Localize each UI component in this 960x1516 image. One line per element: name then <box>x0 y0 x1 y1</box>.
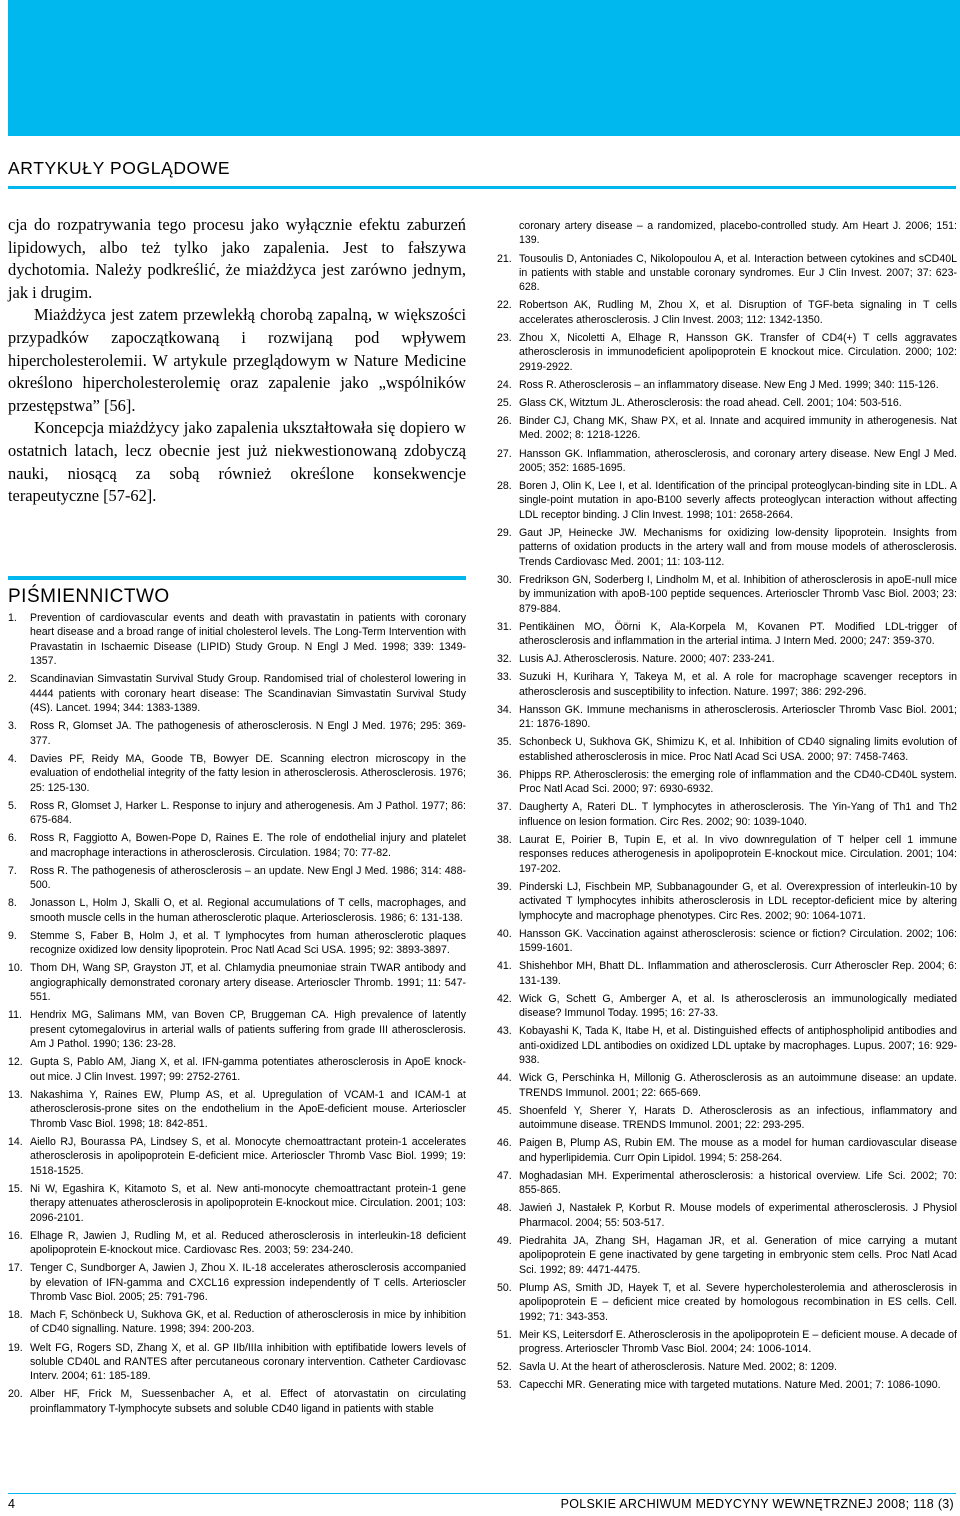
reference-text: Thom DH, Wang SP, Grayston JT, et al. Chlamydia pneumoniae strain TWAR antibody and angiographically demonstrated coronary artery disease. Arterioscler Thromb. 1991; 11: 547-551. <box>30 962 466 1004</box>
reference-number: 29. <box>497 526 512 539</box>
reference-number: 42. <box>497 992 512 1005</box>
reference-number: 4. <box>8 752 17 765</box>
reference-item <box>8 1341 466 1384</box>
reference-item <box>497 620 957 649</box>
reference-number: 27. <box>497 447 512 460</box>
reference-number: 22. <box>497 299 512 312</box>
reference-text: Lusis AJ. Atherosclerosis. Nature. 2000; 407: 233-241. <box>519 653 775 666</box>
reference-number: 49. <box>497 1234 512 1247</box>
reference-text: Glass CK, Witztum JL. Atherosclerosis: the road ahead. Cell. 2001; 104: 503-516. <box>519 396 902 409</box>
reference-item <box>497 833 957 876</box>
reference-number: 19. <box>8 1341 23 1354</box>
reference-number: 18. <box>8 1309 23 1322</box>
reference-item <box>497 298 957 327</box>
reference-text: Tenger C, Sundborger A, Jawien J, Zhou X. IL-18 accelerates atherosclerosis accompanied by elevation of IFN-gamma and CXCL16 expression independently of T cells. Arterioscler Thromb Vasc Biol. 2005; 25: 791-796. <box>30 1262 466 1303</box>
references-rule <box>8 576 466 580</box>
header-rule <box>8 186 956 189</box>
reference-text: Zhou X, Nicoletti A, Elhage R, Hansson GK. Transfer of CD4(+) T cells aggravates atherosclerosis in immunodeficient apolipoprotein E knockout mice. Circulation. 2000; 102: 2919-2922. <box>519 331 957 373</box>
reference-text: Jawień J, Nastałek P, Korbut R. Mouse models of experimental atherosclerosis. J Physiol Pharmacol. 2004; 55: 503-517. <box>519 1202 957 1229</box>
reference-number: 45. <box>497 1104 512 1117</box>
reference-item <box>497 1136 957 1165</box>
reference-item <box>8 752 466 795</box>
reference-number: 52. <box>497 1361 512 1374</box>
body-paragraph: Koncepcja miażdżycy jako zapalenia ukształtowała się dopiero w ostatnich latach, lecz obecnie jest już niekwestionowaną zdobyczą nauki, niosącą za sobą również określone konsekwencje terapeutyczne [57-62]. <box>8 418 466 506</box>
reference-item <box>497 1360 957 1374</box>
reference-item <box>497 1071 957 1100</box>
reference-number: 51. <box>497 1328 512 1341</box>
reference-number: 25. <box>497 396 512 409</box>
reference-item <box>8 611 466 669</box>
reference-text: Plump AS, Smith JD, Hayek T, et al. Severe hypercholesterolemia and atherosclerosis in apolipoprotein E – deficient mice created by homologous recombination in ES cells. Cell. 1992; 71: 343-353. <box>519 1281 957 1323</box>
reference-text: Shishehbor MH, Bhatt DL. Inflammation and atherosclerosis. Curr Atheroscler Rep. 2004; 6: 131-139. <box>519 960 957 987</box>
reference-item <box>8 961 466 1004</box>
reference-number: 12. <box>8 1056 23 1069</box>
reference-text: Hansson GK. Inflammation, atherosclerosis, and coronary artery disease. New Engl J Med. 2005; 352: 1685-1695. <box>519 447 957 474</box>
footer-rule <box>8 1493 956 1494</box>
reference-number: 2. <box>8 673 17 686</box>
reference-item <box>8 1088 466 1131</box>
reference-number: 3. <box>8 720 17 733</box>
references-heading-block <box>8 576 466 610</box>
reference-text: Boren J, Olin K, Lee I, et al. Identification of the principal proteoglycan-binding site in LDL. A single-point mutation in apo-B100 severly affects proteoglycan interaction without affecting LDL receptor binding. J Clin Invest. 1998; 101: 2658-2664. <box>519 480 957 521</box>
reference-item <box>497 959 957 988</box>
reference-text: Alber HF, Frick M, Suessenbacher A, et al. Effect of atorvastatin on circulating proinflammatory T-lymphocyte subsets and soluble CD40 ligand in patients with stable <box>30 1388 466 1415</box>
reference-text: Binder CJ, Chang MK, Shaw PX, et al. Innate and acquired immunity in atherogenesis. Nat Med. 2002; 8: 1218-1226. <box>519 415 957 442</box>
reference-item <box>497 331 957 374</box>
reference-text: Fredrikson GN, Soderberg I, Lindholm M, et al. Inhibition of atherosclerosis in apoE-null mice by immunization with apoB-100 peptide sequences. Arterioscler Thromb Vasc Biol. 2003; 23: 879-884. <box>519 573 957 615</box>
reference-text: Gupta S, Pablo AM, Jiang X, et al. IFN-gamma potentiates atherosclerosis in ApoE knock-out mice. J Clin Invest. 1997; 99: 2752-2761. <box>30 1056 466 1083</box>
reference-text: Savla U. At the heart of atherosclerosis. Nature Med. 2002; 8: 1209. <box>519 1361 837 1374</box>
reference-item <box>497 735 957 764</box>
reference-number: 44. <box>497 1072 512 1085</box>
reference-item <box>497 252 957 295</box>
reference-number: 30. <box>497 573 512 586</box>
reference-continuation: coronary artery disease – a randomized, placebo-controlled study. Am Heart J. 2006; 151: 139. <box>519 220 957 247</box>
reference-text: Phipps RP. Atherosclerosis: the emerging role of inflammation and the CD40-CD40L system. Proc Natl Acad Sci. 2000; 97: 6930-6932. <box>519 768 957 796</box>
body-paragraph: cja do rozpatrywania tego procesu jako wyłącznie efektu zaburzeń lipidowych, albo też tylko jako zapalenia. Jest to fałszywa dychotomia. Należy podkreślić, że miażdżyca jest zarówno jednym, jak i drugim. <box>8 215 466 302</box>
reference-number: 39. <box>497 880 512 893</box>
reference-number: 38. <box>497 833 512 846</box>
reference-text: Pinderski LJ, Fischbein MP, Subbanagounder G, et al. Overexpression of interleukin-10 by activated T lymphocytes inhibits atherosclerosis in LDL receptor-deficient mice by altering lymphocyte and macrophage phenotypes. Circ Res. 2002; 90: 1064-1071. <box>519 880 957 922</box>
reference-item <box>497 396 957 410</box>
reference-item <box>497 768 957 797</box>
reference-number: 36. <box>497 768 512 781</box>
reference-number: 46. <box>497 1137 512 1150</box>
reference-text: Jonasson L, Holm J, Skalli O, et al. Regional accumulations of T cells, macrophages, and smooth muscle cells in the human atherosclerotic plaque. Arteriosclerosis. 1986; 6: 131-138. <box>30 897 466 924</box>
reference-text: Hendrix MG, Salimans MM, van Boven CP, Bruggeman CA. High prevalence of latently present cytomegalovirus in arterial walls of patients suffering from grade III atherosclerosis. Am J Pathol. 1990; 136: 23-28. <box>30 1009 466 1051</box>
reference-item <box>8 1308 466 1337</box>
reference-text: Robertson AK, Rudling M, Zhou X, et al. Disruption of TGF-beta signaling in T cells accelerates atherosclerosis. J Clin Invest. 2003; 112: 1342-1350. <box>519 299 957 326</box>
reference-text: Moghadasian MH. Experimental atherosclerosis: a historical overview. Life Sci. 2002; 70: 855-865. <box>519 1169 957 1197</box>
page-number: 4 <box>8 1497 15 1511</box>
reference-item <box>8 831 466 860</box>
reference-item <box>497 1378 957 1392</box>
reference-text: Laurat E, Poirier B, Tupin E, et al. In vivo downregulation of T helper cell 1 immune responses reduces atherogenesis in apolipoprotein E-knockout mice. Circulation. 2001; 104: 197-202. <box>519 833 957 875</box>
reference-number: 5. <box>8 799 17 812</box>
reference-text: Daugherty A, Rateri DL. T lymphocytes in atherosclerosis. The Yin-Yang of Th1 and Th2 influence on lesion formation. Circ Res. 2002; 90: 1039-1040. <box>519 801 957 828</box>
reference-text: Ross R. The pathogenesis of atherosclerosis – an update. New Engl J Med. 1986; 314: 488-500. <box>30 864 466 892</box>
reference-item <box>8 799 466 828</box>
reference-item <box>8 1135 466 1178</box>
journal-title: POLSKIE ARCHIWUM MEDYCYNY WEWNĘTRZNEJ 2008; 118 (3) <box>560 1497 954 1511</box>
reference-item <box>497 447 957 476</box>
reference-text: Shoenfeld Y, Sherer Y, Harats D. Atherosclerosis as an infectious, inflammatory and autoimmune disease. TRENDS Immunol. 2001; 22: 293-295. <box>519 1104 957 1132</box>
reference-number: 50. <box>497 1281 512 1294</box>
reference-number: 40. <box>497 927 512 940</box>
reference-number: 43. <box>497 1025 512 1038</box>
reference-item <box>8 896 466 925</box>
reference-text: Paigen B, Plump AS, Rubin EM. The mouse as a model for human cardiovascular disease and hyperlipidemia. Curr Opin Lipidol. 1994; 5: 258-264. <box>519 1137 957 1164</box>
reference-text: Wick G, Perschinka H, Millonig G. Atherosclerosis as an autoimmune disease: an update. TRENDS Immunol. 2001; 22: 665-669. <box>519 1072 957 1099</box>
reference-text: Ni W, Egashira K, Kitamoto S, et al. New anti-monocyte chemoattractant protein-1 gene therapy attenuates atherosclerosis in apolipoprotein E-knockout mice. Circulation. 2001; 103: 2096-2101. <box>30 1182 466 1224</box>
reference-text: Nakashima Y, Raines EW, Plump AS, et al. Upregulation of VCAM-1 and ICAM-1 at atherosclerosis-prone sites on the endothelium in the ApoE-deficient mouse. Arterioscler Thromb Vasc Biol. 1998; 18: 842-851. <box>30 1088 466 1130</box>
reference-text: Aiello RJ, Bourassa PA, Lindsey S, et al. Monocyte chemoattractant protein-1 accelerates atherosclerosis in apolipoprotein E-deficient mice. Arterioscler Thromb Vasc Biol. 1999; 19: 1518-1525. <box>30 1135 466 1177</box>
reference-item <box>8 864 466 893</box>
reference-number: 16. <box>8 1229 23 1242</box>
reference-text: Stemme S, Faber B, Holm J, et al. T lymphocytes from human atherosclerotic plaques recognize oxidized low density lipoprotein. Proc Natl Acad Sci USA. 1995; 92: 3893-3897. <box>30 929 466 957</box>
reference-item <box>8 672 466 715</box>
reference-number: 33. <box>497 671 512 684</box>
reference-item <box>497 573 957 616</box>
reference-text: Capecchi MR. Generating mice with targeted mutations. Nature Med. 2001; 7: 1086-1090. <box>519 1379 941 1392</box>
reference-number: 13. <box>8 1088 23 1101</box>
reference-number: 31. <box>497 620 512 633</box>
reference-item <box>8 1182 466 1225</box>
article-body <box>8 214 466 508</box>
reference-text: Kobayashi K, Tada K, Itabe H, et al. Distinguished effects of antiphospholipid antibodies and anti-oxidized LDL antibodies on oxidized LDL uptake by macrophages. Lupus. 2007; 16: 929-938. <box>519 1025 957 1067</box>
reference-text: Ross R. Atherosclerosis – an inflammatory disease. New Eng J Med. 1999; 340: 115-126. <box>519 378 939 391</box>
section-header: ARTYKUŁY POGLĄDOWE <box>8 158 231 178</box>
reference-item <box>497 800 957 829</box>
reference-item <box>497 479 957 522</box>
reference-item <box>8 1387 466 1416</box>
reference-item <box>8 719 466 748</box>
reference-text: Mach F, Schönbeck U, Sukhova GK, et al. Reduction of atherosclerosis in mice by inhibition of CD40 signalling. Nature. 1998; 394: 200-203. <box>30 1309 466 1336</box>
reference-number: 10. <box>8 962 23 975</box>
reference-text: Hansson GK. Vaccination against atherosclerosis: science or fiction? Circulation. 2002; 106: 1599-1601. <box>519 927 957 955</box>
reference-number: 32. <box>497 653 512 666</box>
reference-number: 20. <box>8 1388 23 1401</box>
reference-item <box>8 1229 466 1258</box>
reference-number: 21. <box>497 252 512 265</box>
reference-text: Ross R, Glomset J, Harker L. Response to injury and atherogenesis. Am J Pathol. 1977; 86: 675-684. <box>30 799 466 827</box>
reference-text: Tousoulis D, Antoniades C, Nikolopoulou A, et al. Interaction between cytokines and sCD40L in patients with stable and unstable coronary syndromes. Eur J Clin Invest. 2007; 37: 623-628. <box>519 252 957 294</box>
reference-number: 17. <box>8 1262 23 1275</box>
reference-item <box>497 378 957 392</box>
reference-text: Hansson GK. Immune mechanisms in atherosclerosis. Arterioscler Thromb Vasc Biol. 2001; 21: 1876-1890. <box>519 703 957 731</box>
reference-text: Gaut JP, Heinecke JW. Mechanisms for oxidizing low-density lipoprotein. Insights from patterns of oxidation products in the artery wall and from mouse models of atherosclerosis. Trends Cardiovasc Med. 2001; 11: 103-112. <box>519 526 957 568</box>
reference-item <box>8 1008 466 1051</box>
reference-item <box>497 526 957 569</box>
reference-number: 14. <box>8 1135 23 1148</box>
reference-item <box>497 1328 957 1357</box>
reference-number: 41. <box>497 960 512 973</box>
reference-number: 1. <box>8 612 17 624</box>
reference-text: Welt FG, Rogers SD, Zhang X, et al. GP IIb/IIIa inhibition with eptifibatide lowers levels of soluble CD40L and RANTES after percutaneous coronary intervention. Catheter Cardiovasc Interv. 2004; 61: 185-189. <box>30 1341 466 1383</box>
reference-text: Meir KS, Leitersdorf E. Atherosclerosis in the apolipoprotein E – deficient mouse. A decade of progress. Arterioscler Thromb Vasc Biol. 2004; 24: 1006-1014. <box>519 1328 957 1356</box>
reference-number: 11. <box>8 1009 22 1022</box>
reference-item <box>497 414 957 443</box>
reference-item <box>497 880 957 923</box>
reference-number: 35. <box>497 736 512 749</box>
reference-number: 28. <box>497 480 512 492</box>
reference-item <box>497 652 957 666</box>
reference-item <box>497 1024 957 1067</box>
reference-item <box>8 929 466 958</box>
reference-item <box>497 670 957 699</box>
reference-item <box>497 1169 957 1198</box>
reference-item <box>497 927 957 956</box>
reference-text: Piedrahita JA, Zhang SH, Hagaman JR, et al. Generation of mice carrying a mutant apolipoprotein E gene inactivated by gene targeting in embryonic stem cells. Proc Natl Acad Sci. 1992; 89: 4471-4475. <box>519 1234 957 1276</box>
body-paragraph: Miażdżyca jest zatem przewlekłą chorobą zapalną, w większości przypadków zapoczątkowaną i rozwijaną pod wpływem hipercholesterolemii. W artykule przeglądowym w Nature Medicine określono hipercholesterolemię oraz zapalenie jako „wspólników przestępstwa” [56]. <box>8 305 466 415</box>
reference-number: 9. <box>8 929 17 942</box>
reference-item <box>497 1234 957 1277</box>
accent-bar <box>8 0 960 136</box>
references-heading: PIŚMIENNICTWO <box>8 586 170 607</box>
reference-number: 37. <box>497 801 512 814</box>
reference-text: Schonbeck U, Sukhova GK, Shimizu K, et al. Inhibition of CD40 signaling limits evolution of established atherosclerosis in mice. Proc Natl Acad Sci USA. 2000; 97: 7458-7463. <box>519 736 957 763</box>
reference-list-right <box>497 252 957 1393</box>
reference-text: Scandinavian Simvastatin Survival Study Group. Randomised trial of cholesterol lowering in 4444 patients with coronary heart disease: The Scandinavian Simvastatin Survival Study (4S). Lancet. 1994; 344: 1383-1389. <box>30 673 466 715</box>
reference-number: 26. <box>497 415 512 427</box>
reference-item <box>497 1104 957 1133</box>
reference-text: Wick G, Schett G, Amberger A, et al. Is atherosclerosis an immunologically mediated disease? Immunol Today. 1995; 16: 27-33. <box>519 992 957 1020</box>
reference-text: Ross R, Faggiotto A, Bowen-Pope D, Raines E. The role of endothelial injury and platelet and macrophage interactions in atherosclerosis. Circulation. 1984; 70: 77-82. <box>30 832 466 859</box>
reference-item <box>497 992 957 1021</box>
reference-item <box>8 1055 466 1084</box>
reference-text: Elhage R, Jawien J, Rudling M, et al. Reduced atherosclerosis in interleukin-18 deficient apolipoprotein E-knockout mice. Cardiovasc Res. 2003; 59: 234-240. <box>30 1229 466 1257</box>
reference-number: 24. <box>497 378 512 391</box>
reference-number: 47. <box>497 1169 512 1182</box>
reference-list-right-column <box>497 219 957 1396</box>
reference-item <box>497 703 957 732</box>
reference-number: 34. <box>497 703 512 716</box>
reference-number: 23. <box>497 331 512 344</box>
reference-text: Prevention of cardiovascular events and death with pravastatin in patients with coronary heart disease and a broad range of initial cholesterol levels. The Long-Term Intervention with Pravastatin in Ischaemic Disease (LIPID) Study Group. N Engl J Med. 1998; 339: 1349-1357. <box>30 612 466 668</box>
reference-item <box>497 1281 957 1324</box>
reference-text: Suzuki H, Kurihara Y, Takeya M, et al. A role for macrophage scavenger receptors in atherosclerosis and susceptibility to infection. Nature. 1997; 386: 292-296. <box>519 671 957 698</box>
reference-number: 6. <box>8 832 17 845</box>
reference-number: 8. <box>8 897 17 910</box>
reference-number: 15. <box>8 1182 23 1195</box>
reference-item <box>8 1261 466 1304</box>
reference-text: Davies PF, Reidy MA, Goode TB, Bowyer DE. Scanning electron microscopy in the evaluation of endothelial integrity of the fatty lesion in atherosclerosis. Atherosclerosis. 1976; 25: 125-130. <box>30 752 466 794</box>
reference-item <box>497 1201 957 1230</box>
reference-number: 48. <box>497 1202 512 1215</box>
reference-text: Pentikäinen MO, Öörni K, Ala-Korpela M, Kovanen PT. Modified LDL-trigger of atherosclerosis and inflammation in the arterial intima. J Intern Med. 2000; 247: 359-370. <box>519 620 957 648</box>
reference-list-left <box>8 611 466 1420</box>
reference-number: 53. <box>497 1379 512 1392</box>
reference-number: 7. <box>8 864 17 877</box>
reference-text: Ross R, Glomset JA. The pathogenesis of atherosclerosis. N Engl J Med. 1976; 295: 369-377. <box>30 720 466 747</box>
